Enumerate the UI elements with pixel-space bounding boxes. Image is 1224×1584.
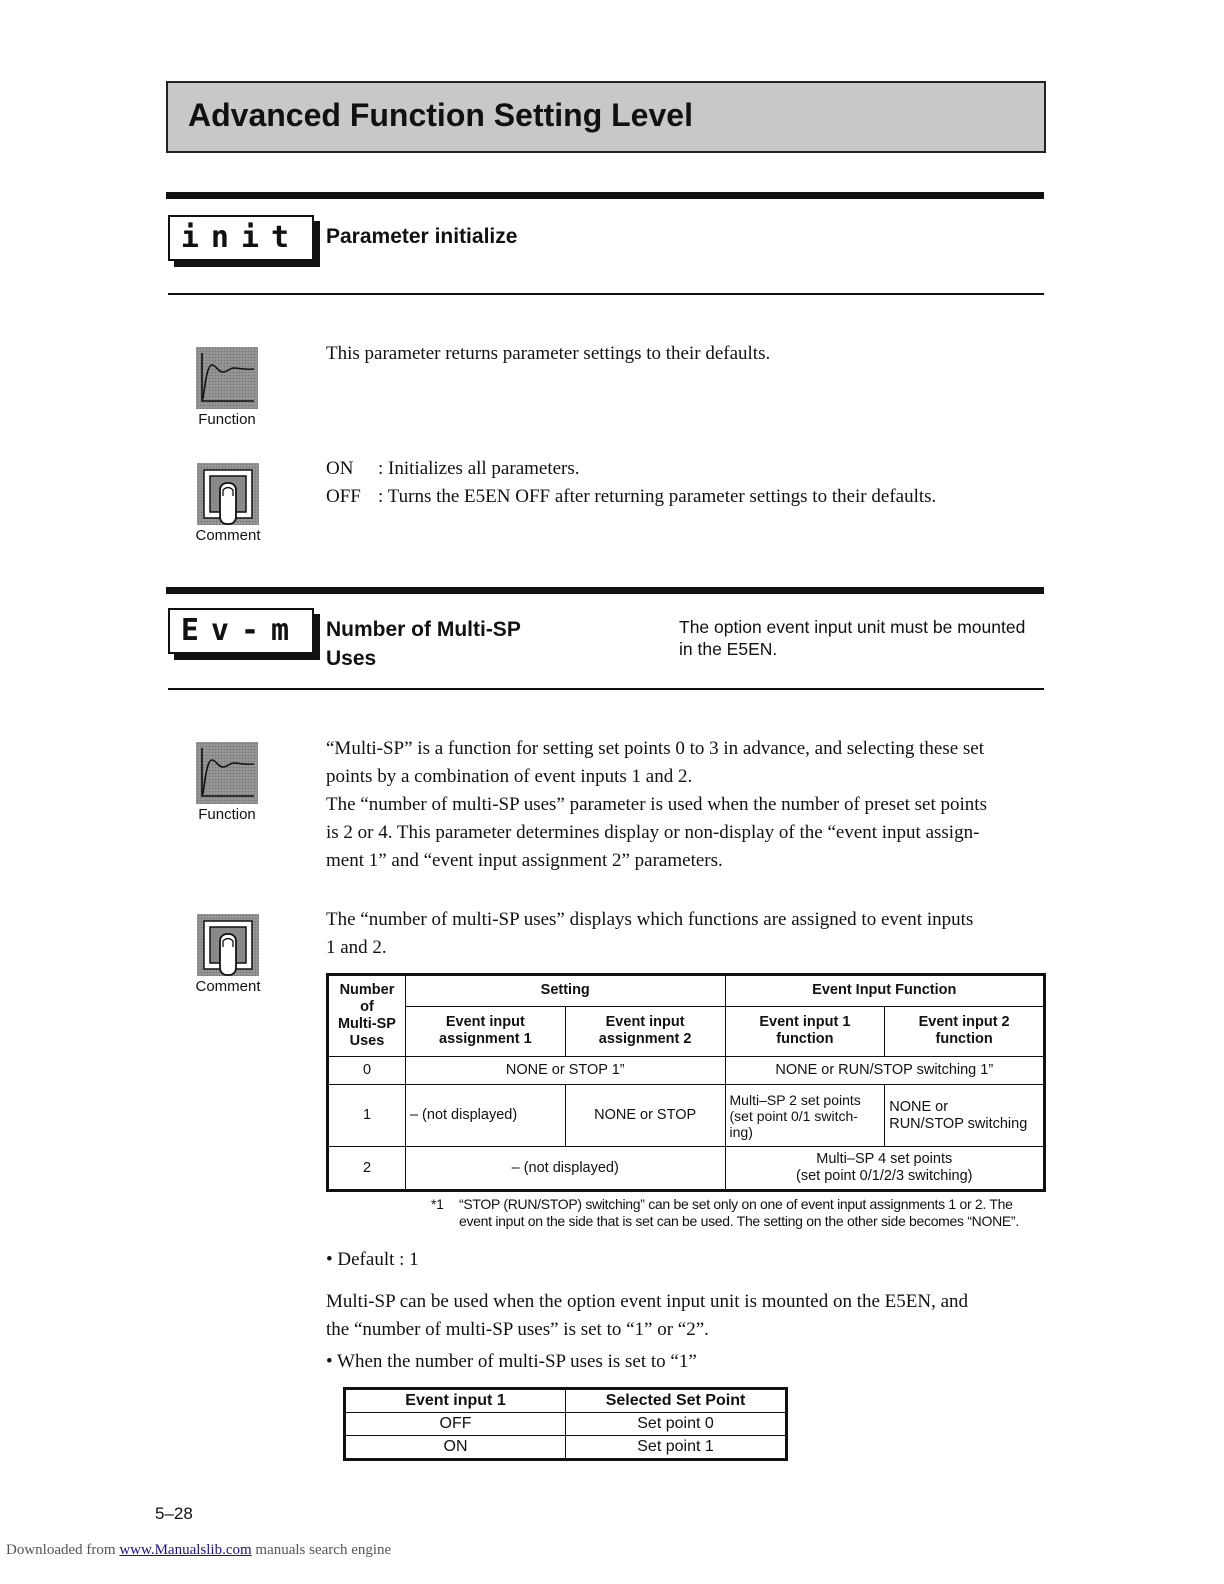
page-number: 5–28	[155, 1504, 193, 1523]
option-row	[326, 455, 936, 483]
cell-line: Multi–SP 4 set points	[816, 1151, 953, 1167]
cell-function	[725, 1147, 1044, 1191]
table-header-row	[345, 1389, 787, 1413]
text-line: is 2 or 4. This parameter determines display or non-display of the “event input assign-	[326, 822, 980, 843]
option-list	[326, 455, 936, 511]
text-line: ment 1” and “event input assignment 2” parameters.	[326, 850, 723, 871]
cell-set-point: Set point 1	[566, 1436, 787, 1460]
cell-event-input: ON	[345, 1436, 566, 1460]
header-selected-set-point: Selected Set Point	[566, 1389, 787, 1413]
section-divider-bottom	[168, 293, 1044, 295]
cell-function-1	[725, 1085, 885, 1147]
cell-line: ing)	[729, 1123, 753, 1140]
header-event-input-function: Event Input Function	[725, 975, 1044, 1007]
text-line: “Multi-SP” is a function for setting set points 0 to 3 in advance, and selecting these set	[326, 738, 985, 759]
function-description	[326, 735, 1046, 875]
text-line: points by a combination of event inputs 1 and 2.	[326, 766, 693, 787]
display-code-box	[168, 608, 314, 654]
table-row	[345, 1436, 787, 1460]
function-icon	[196, 742, 258, 804]
text-line: The “number of multi-SP uses” parameter is used when the number of preset set points	[326, 794, 987, 815]
section-divider-top	[166, 587, 1044, 594]
cell-line: NONE or	[889, 1098, 949, 1115]
table-header-row	[328, 975, 1045, 1007]
display-code-box	[168, 215, 314, 261]
footnote-mark: *1	[431, 1196, 444, 1212]
downloaded-from-label: Downloaded from	[6, 1542, 116, 1558]
function-caption: Function	[198, 806, 256, 823]
header-event-input-1: Event input 1	[345, 1389, 566, 1413]
note-line: in the E5EN.	[679, 639, 778, 659]
header-line: Event input 2	[918, 1014, 1010, 1031]
cell-set-point: Set point 0	[566, 1413, 787, 1436]
table-row	[328, 1057, 1045, 1085]
cell-line: (set point 0/1/2/3 switching)	[796, 1168, 973, 1184]
header-line: function	[776, 1031, 834, 1048]
table-subheader-row	[328, 1006, 1045, 1056]
default-value: • Default : 1	[326, 1249, 419, 1270]
footnote-line: “STOP (RUN/STOP) switching” can be set only on one of event input assignments 1 or 2. The	[459, 1196, 1013, 1212]
cell-setting: NONE or STOP 1”	[405, 1057, 725, 1085]
comment-icon	[197, 463, 259, 525]
comment-description	[326, 906, 973, 962]
section-title: Parameter initialize	[326, 225, 518, 248]
note-line: The option event input unit must be mounted	[679, 617, 1026, 637]
multi-sp-table	[326, 973, 1046, 1192]
option-text: : Turns the E5EN OFF after returning parameter settings to their defaults.	[378, 486, 937, 507]
title-banner	[166, 81, 1046, 153]
header-line: Multi-SP	[337, 1016, 396, 1032]
comment-caption: Comment	[195, 527, 261, 544]
section-divider-top	[166, 192, 1044, 199]
footnote	[459, 1196, 1019, 1230]
cell-function-2	[885, 1085, 1045, 1147]
function-icon	[196, 347, 258, 409]
header-line: Number	[339, 982, 395, 998]
header-line: assignment 1	[439, 1031, 532, 1048]
when-text: • When the number of multi-SP uses is set to “1”	[326, 1351, 697, 1372]
option-key: ON	[326, 458, 354, 479]
cell-setting: – (not displayed)	[405, 1147, 725, 1191]
cell-number: 1	[328, 1085, 406, 1147]
text-line: the “number of multi-SP uses” is set to “1” or “2”.	[326, 1319, 709, 1340]
cell-number: 0	[328, 1057, 406, 1085]
section-title-line: Uses	[326, 647, 377, 670]
cell-line: Multi–SP 2 set points	[729, 1091, 861, 1108]
cell-number: 2	[328, 1147, 406, 1191]
header-setting: Setting	[405, 975, 725, 1007]
table-row	[328, 1147, 1045, 1191]
tagline: manuals search engine	[255, 1542, 392, 1558]
header-line: Event input 1	[759, 1014, 851, 1031]
section-divider-bottom	[168, 688, 1044, 690]
header-line: Event input	[445, 1014, 525, 1031]
header-function-1	[725, 1006, 885, 1056]
header-line: Uses	[349, 1033, 385, 1049]
option-row	[326, 483, 936, 511]
manualslib-link[interactable]: www.Manualslib.com	[119, 1542, 252, 1558]
section-title	[326, 615, 521, 673]
text-line: The “number of multi-SP uses” displays which functions are assigned to event inputs	[326, 909, 974, 930]
header-number-of-uses	[328, 975, 406, 1057]
table-row	[345, 1413, 787, 1436]
page-title: Advanced Function Setting Level	[188, 97, 693, 133]
cell-line: (set point 0/1 switch-	[729, 1107, 858, 1124]
set-point-table	[343, 1387, 788, 1461]
footnote-line: event input on the side that is set can be used. The setting on the other side becomes “NONE”.	[459, 1213, 1019, 1229]
cell-function: NONE or RUN/STOP switching 1”	[725, 1057, 1044, 1085]
cell-assignment-2: NONE or STOP	[565, 1085, 725, 1147]
cell-event-input: OFF	[345, 1413, 566, 1436]
option-text: : Initializes all parameters.	[378, 458, 580, 479]
display-code: init	[180, 220, 302, 255]
header-line: of	[360, 999, 374, 1015]
option-key: OFF	[326, 486, 361, 507]
table-row	[328, 1085, 1045, 1147]
section-title-line: Number of Multi-SP	[326, 618, 521, 641]
comment-caption: Comment	[195, 978, 261, 995]
text-line: Multi-SP can be used when the option event input unit is mounted on the E5EN, and	[326, 1291, 969, 1312]
header-line: function	[935, 1031, 993, 1048]
header-line: assignment 2	[598, 1031, 692, 1048]
requirement-note	[679, 616, 1025, 660]
cell-assignment-1: – (not displayed)	[405, 1085, 565, 1147]
function-caption: Function	[198, 411, 256, 428]
display-code: Ev-m	[180, 613, 302, 648]
comment-icon	[197, 914, 259, 976]
header-line: Event input	[605, 1014, 685, 1031]
usage-text	[326, 1288, 968, 1344]
header-function-2	[885, 1006, 1045, 1056]
cell-line: RUN/STOP switching	[889, 1115, 1028, 1132]
header-assignment-1	[405, 1006, 565, 1056]
text-line: 1 and 2.	[326, 937, 387, 958]
header-assignment-2	[565, 1006, 725, 1056]
function-text: This parameter returns parameter settings to their defaults.	[326, 343, 771, 364]
download-footer	[6, 1542, 391, 1559]
